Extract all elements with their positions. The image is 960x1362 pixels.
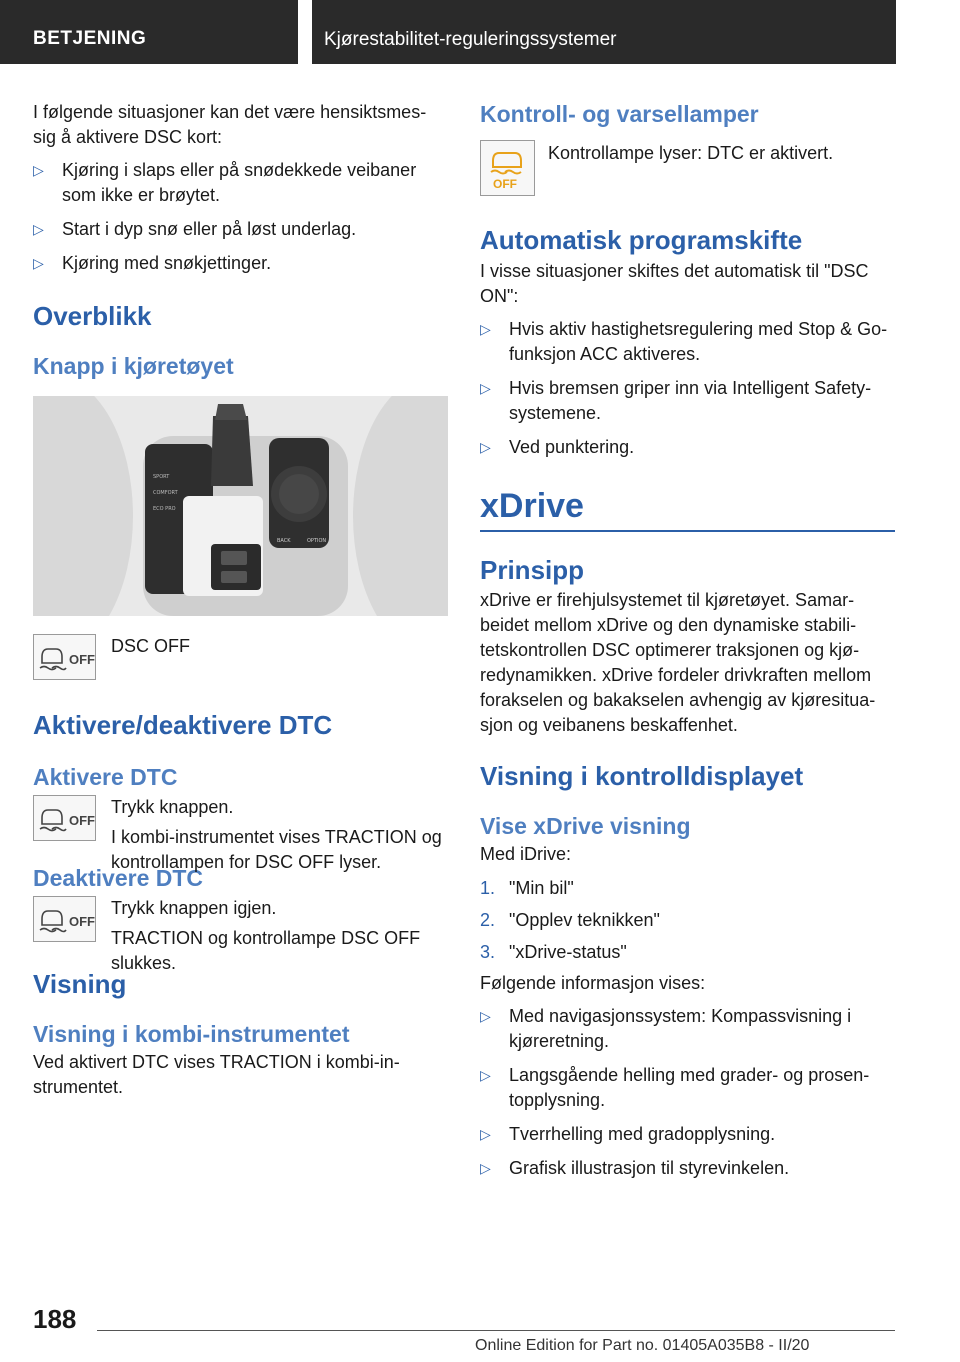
section-heading: Prinsipp [480,555,585,585]
list-item: ▷ Kjøring med snøkjettinger. [33,251,448,276]
chapter-divider [480,530,895,532]
bullet-triangle-icon: ▷ [480,321,491,337]
instruction-text: Trykk knappen. [111,797,234,817]
left-column [33,100,448,1100]
aktivere-row [33,795,448,875]
bullet-triangle-icon: ▷ [480,439,491,455]
edition-text: Online Edition for Part no. 01405A035B8 - II/20 [475,1337,810,1354]
chapter-tab [312,0,896,64]
controller-label: BACK [277,538,291,544]
list-item: ▷ Langsgående helling med grader- og prosen-topplysning. [480,1065,870,1110]
dsc-off-button-icon [33,795,96,841]
list-item: ▷ Kjøring i slaps eller på snødekkede veibaner som ikke er brøytet. [33,160,417,205]
list-item: ▷ Grafisk illustrasjon til styrevinkelen. [480,1156,895,1181]
dsc-off-button-icon [33,896,96,942]
dsc-off-row [33,634,448,698]
chapter-heading: xDrive [480,487,584,525]
svg-text:OFF: OFF [69,914,95,929]
body-text: xDrive er firehjulsystemet til kjøretøyet. Samar-beidet mellom xDrive og den dynamiske stabili-tetskontrollen DSC optimerer traksjonen og kjø-redynamikken. xDrive fordeler drivkraften mellom forakselen og bakakselen avhengig av kjøresitua-sjon og veibanens beskaffenhet. [480,590,876,735]
svg-text:OFF: OFF [69,652,95,667]
list-item: ▷ Ved punktering. [480,435,895,460]
intro-list [33,158,448,276]
step-item: 3. "xDrive-status" [480,942,627,962]
bullet-triangle-icon: ▷ [480,380,491,396]
dtc-warning-lamp-icon [480,140,535,196]
console-illustration [33,396,448,616]
step-item: 1. "Min bil" [480,878,574,898]
info-list [480,1004,895,1181]
section-heading: Visning i kontrolldisplayet [480,761,804,791]
subsection-heading: Knapp i kjøretøyet [33,353,234,379]
mode-label: COMFORT [153,490,178,496]
subsection-heading: Aktivere DTC [33,764,178,790]
deaktivere-row [33,896,448,976]
intro-text: I følgende situasjoner kan det være hensiktsmes-sig å aktivere DSC kort: [33,102,427,147]
mode-label: ECO PRO [153,506,176,512]
chapter-title: Kjørestabilitet-reguleringssystemer [324,29,617,50]
bullet-triangle-icon: ▷ [33,255,44,271]
auto-list [480,317,895,460]
list-item: ▷ Hvis aktiv hastighetsregulering med Stop & Go-funksjon ACC aktiveres. [480,319,888,364]
bullet-triangle-icon: ▷ [33,221,44,237]
footer-divider [97,1330,895,1331]
kontroll-row [480,140,895,200]
instruction-text: I kombi-instrumentet vises TRACTION og kontrollampen for DSC OFF lyser. [111,827,442,872]
list-item: ▷ Med navigasjonssystem: Kompassvisning i kjøreretning. [480,1006,852,1051]
center-console-photo [33,396,448,616]
body-text: I visse situasjoner skiftes det automatisk til "DSC ON": [480,261,869,306]
subsection-heading: Visning i kombi-instrumentet [33,1021,350,1047]
list-item: ▷ Start i dyp snø eller på løst underlag. [33,217,448,242]
section-heading: Visning [33,969,127,999]
section-tab [0,0,298,64]
right-column [480,100,895,1181]
subsection-heading: Kontroll- og varsellamper [480,101,759,127]
bullet-triangle-icon: ▷ [480,1008,491,1024]
dsc-off-button-icon [33,634,96,680]
subsection-heading: Deaktivere DTC [33,865,204,891]
section-heading: Automatisk programskifte [480,225,803,255]
steps-list [480,876,895,965]
list-item: ▷ Tverrhelling med gradopplysning. [480,1122,895,1147]
page-number: 188 [33,1304,77,1334]
instruction-text: Trykk knappen igjen. [111,898,277,918]
section-heading: Overblikk [33,301,152,331]
list-item: ▷ Hvis bremsen griper inn via Intelligent Safety-systemene. [480,378,872,423]
section-heading: Aktivere/deaktivere DTC [33,710,333,740]
subsection-heading: Vise xDrive visning [480,813,691,839]
bullet-triangle-icon: ▷ [480,1126,491,1142]
svg-text:OFF: OFF [493,177,517,191]
controller-label: OPTION [307,538,327,544]
body-text: Med iDrive: [480,844,572,864]
svg-text:OFF: OFF [69,813,95,828]
kontroll-text: Kontrollampe lyser: DTC er aktivert. [548,143,834,163]
dsc-off-label: DSC OFF [111,636,190,656]
bullet-triangle-icon: ▷ [480,1160,491,1176]
body-text: Ved aktivert DTC vises TRACTION i kombi-in-strumentet. [33,1052,400,1097]
section-label: BETJENING [33,28,147,49]
body-text: Følgende informasjon vises: [480,973,706,993]
mode-label: SPORT [153,474,170,480]
step-item: 2. "Opplev teknikken" [480,910,660,930]
instruction-text: TRACTION og kontrollampe DSC OFF slukkes. [111,928,421,973]
bullet-triangle-icon: ▷ [33,162,44,178]
bullet-triangle-icon: ▷ [480,1067,491,1083]
